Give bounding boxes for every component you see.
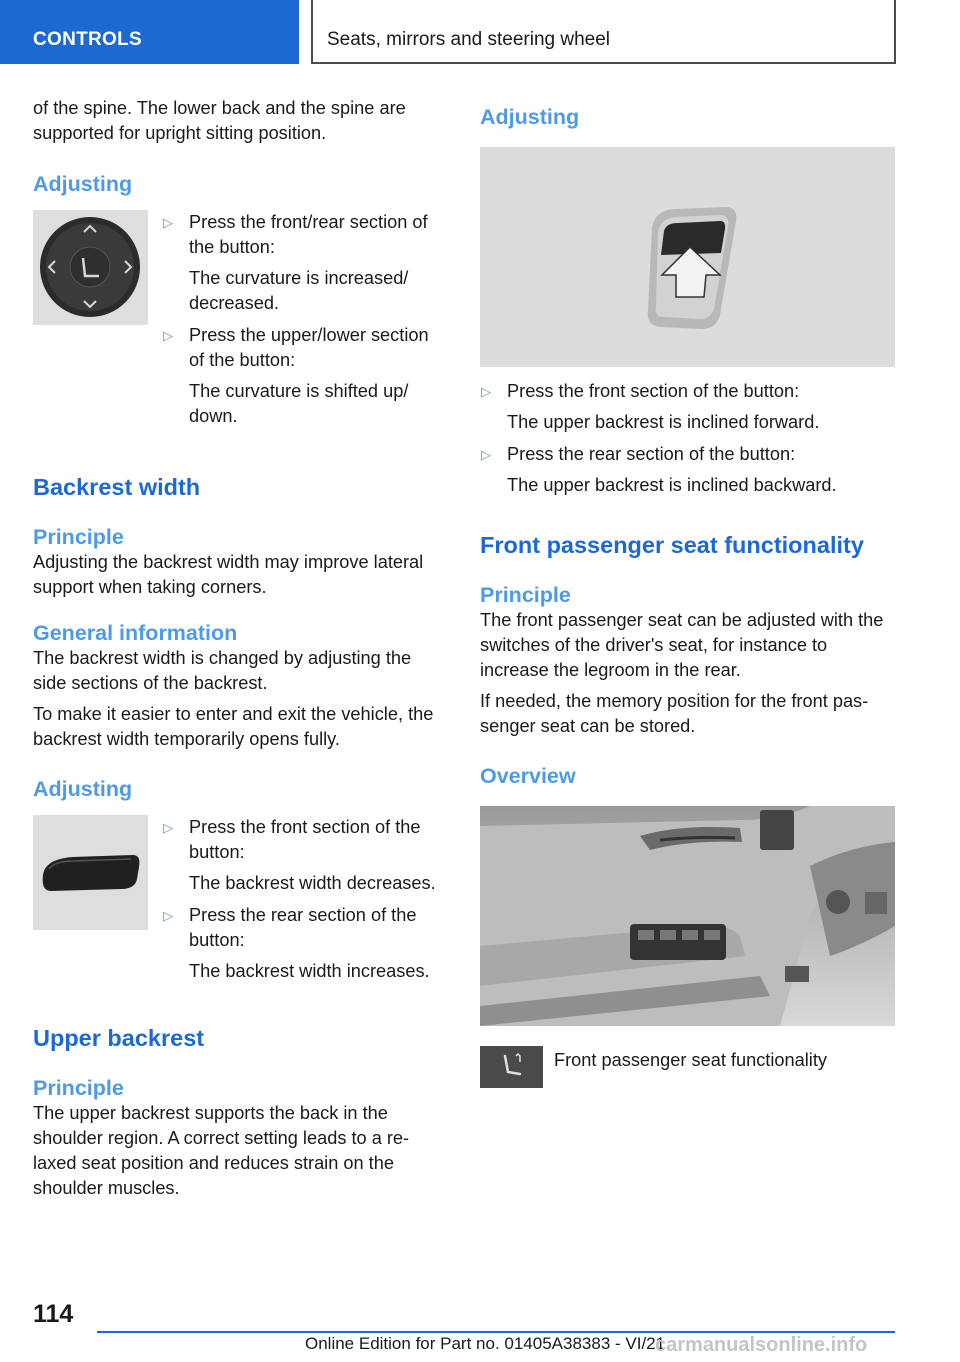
general-information-text-2: To make it easier to enter and exit the vehicle, the backrest width temporarily opens fully. xyxy=(33,704,434,749)
page-number: 114 xyxy=(33,1300,74,1328)
step-result: The curvature is increased/ decreased. xyxy=(189,268,409,313)
triangle-bullet-icon: ▷ xyxy=(481,447,491,462)
step-result: The backrest width increases. xyxy=(189,961,430,981)
backrest-width-adjusting-block xyxy=(33,815,445,991)
fps-principle-text-1: The front passenger seat can be adjusted with the switches of the driver's seat, for instance to increase the legroom in the rear. xyxy=(480,610,884,680)
list-item xyxy=(162,903,445,984)
step-result: The upper backrest is inclined forward. xyxy=(507,412,820,432)
step-action: Press the front section of the button: xyxy=(189,817,421,862)
header-chapter-label: Seats, mirrors and steering wheel xyxy=(327,29,611,50)
left-column xyxy=(33,96,445,1207)
lumbar-adjusting-heading: Adjusting xyxy=(33,172,133,196)
passenger-seat-button-icon xyxy=(480,1046,543,1088)
step-result: The upper backrest is inclined backward. xyxy=(507,475,837,495)
fps-principle-text-2: If needed, the memory position for the front passenger seat can be stored. xyxy=(480,691,869,736)
backrest-width-button-image xyxy=(33,815,148,930)
triangle-bullet-icon: ▷ xyxy=(163,215,173,230)
intro-text: of the spine. The lower back and the spine are supported for upright sitting position. xyxy=(33,98,406,143)
upper-backrest-button-image xyxy=(480,147,895,367)
footer-rule xyxy=(97,1331,895,1333)
lumbar-adjusting-block xyxy=(33,210,445,436)
step-action: Press the upper/lower section of the button: xyxy=(189,325,429,370)
general-information-heading: General information xyxy=(33,621,238,645)
list-item xyxy=(480,442,898,498)
header-section-label: CONTROLS xyxy=(33,29,143,50)
step-action: Press the front/rear section of the button: xyxy=(189,212,428,257)
list-item xyxy=(162,210,445,316)
fps-principle-heading: Principle xyxy=(480,583,571,607)
fps-icon-row xyxy=(480,1046,898,1088)
step-action: Press the front section of the button: xyxy=(507,381,800,401)
header-section-tab xyxy=(0,0,299,64)
upper-backrest-adjusting-heading: Adjusting xyxy=(480,105,580,129)
triangle-bullet-icon: ▷ xyxy=(481,384,491,399)
overview-heading: Overview xyxy=(480,764,576,788)
header-chapter-tab xyxy=(311,0,896,64)
watermark-text: carmanualsonline.info xyxy=(655,1334,868,1356)
backrest-width-principle-text: Adjusting the backrest width may improve lateral support when taking corners. xyxy=(33,552,424,597)
backrest-width-heading: Backrest width xyxy=(33,474,201,500)
lumbar-button-image xyxy=(33,210,148,325)
upper-backrest-principle-text: The upper backrest supports the back in the shoulder region. A correct setting leads to a relaxed seat position and reduces strain on the shoulder muscles. xyxy=(33,1103,410,1198)
triangle-bullet-icon: ▷ xyxy=(163,328,173,343)
footer-edition-text: Online Edition for Part no. 01405A38383 - VI/21 xyxy=(305,1334,666,1353)
step-action: Press the rear section of the button: xyxy=(189,905,417,950)
general-information-text-1: The backrest width is changed by adjusting the side sections of the backrest. xyxy=(33,648,412,693)
upper-backrest-adjust-steps xyxy=(480,379,898,498)
upper-backrest-heading: Upper backrest xyxy=(33,1025,205,1051)
triangle-bullet-icon: ▷ xyxy=(163,908,173,923)
step-result: The backrest width decreases. xyxy=(189,873,436,893)
right-column xyxy=(480,96,898,1088)
fps-icon-caption: Front passenger seat functionality xyxy=(554,1049,827,1070)
lumbar-adjust-steps xyxy=(162,210,445,436)
step-result: The curvature is shifted up/ down. xyxy=(189,381,409,426)
backrest-width-principle-heading: Principle xyxy=(33,525,124,549)
door-panel-image xyxy=(480,806,895,1026)
list-item xyxy=(480,379,898,435)
backrest-width-adjusting-heading: Adjusting xyxy=(33,777,133,801)
upper-backrest-principle-heading: Principle xyxy=(33,1076,124,1100)
triangle-bullet-icon: ▷ xyxy=(163,820,173,835)
list-item xyxy=(162,323,445,429)
list-item xyxy=(162,815,445,896)
backrest-width-adjust-steps xyxy=(162,815,445,991)
step-action: Press the rear section of the button: xyxy=(507,444,796,464)
front-passenger-seat-heading: Front passenger seat functionality xyxy=(480,532,864,558)
